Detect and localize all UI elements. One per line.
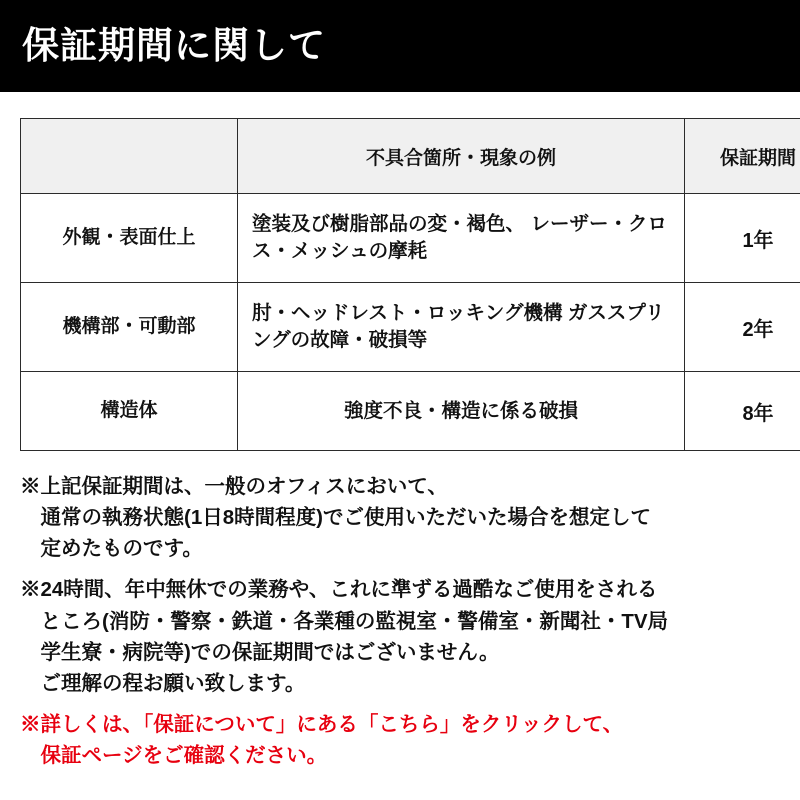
warranty-table: [20, 118, 800, 451]
note-line: ご理解の程お願い致します。: [20, 671, 306, 695]
column-header-term: 保証期間: [685, 119, 800, 194]
description-line: 塗装及び樹脂部品の変・褐色、: [252, 213, 526, 236]
description-line: 強度不良・構造に係る破損: [343, 399, 578, 422]
cell-term: 8年: [685, 372, 800, 451]
note-warranty-link: [20, 709, 780, 771]
cell-description: [238, 372, 685, 451]
notes-section: [0, 451, 800, 771]
table-row: [21, 372, 800, 451]
column-header-category: [21, 119, 238, 194]
table-header-row: [21, 119, 800, 194]
table-header: [21, 119, 800, 194]
page-header: [0, 0, 800, 92]
cell-description: [238, 283, 685, 372]
description-line: レーザー・クロス・メッシュの摩耗: [252, 213, 667, 262]
note-exclusions: [20, 574, 780, 699]
cell-description: [238, 194, 685, 283]
cell-term: 1年: [685, 194, 800, 283]
description-line: ガススプリングの故障・破損等: [252, 302, 665, 351]
note-line: 学生寮・病院等)での保証期間ではございません。: [20, 640, 500, 664]
note-line: ※24時間、年中無休での業務や、これに準ずる過酷なご使用をされる: [20, 578, 658, 602]
cell-category: 機構部・可動部: [21, 283, 238, 372]
warranty-table-container: [0, 92, 800, 451]
table-row: [21, 194, 800, 283]
column-header-description: 不具合箇所・現象の例: [238, 119, 685, 194]
note-usage-assumption: [20, 471, 780, 564]
cell-category: 外観・表面仕上: [21, 194, 238, 283]
page-title: 保証期間に関して: [22, 24, 326, 66]
note-line: 通常の執務状態(1日8時間程度)でご使用いただいた場合を想定して: [20, 506, 651, 530]
table-body: [21, 194, 800, 451]
note-line: ※上記保証期間は、一般のオフィスにおいて、: [20, 475, 448, 498]
cell-category: 構造体: [21, 372, 238, 451]
note-line: 定めたものです。: [20, 537, 203, 561]
note-line: ※詳しくは、「保証について」にある「こちら」をクリックして、: [20, 713, 624, 737]
table-row: [21, 283, 800, 372]
cell-term: 2年: [685, 283, 800, 372]
description-line: 肘・ヘッドレスト・ロッキング機構: [252, 302, 563, 325]
note-line: 保証ページをご確認ください。: [20, 744, 328, 768]
note-line: ところ(消防・警察・鉄道・各業種の監視室・警備室・新聞社・TV局: [20, 609, 669, 633]
